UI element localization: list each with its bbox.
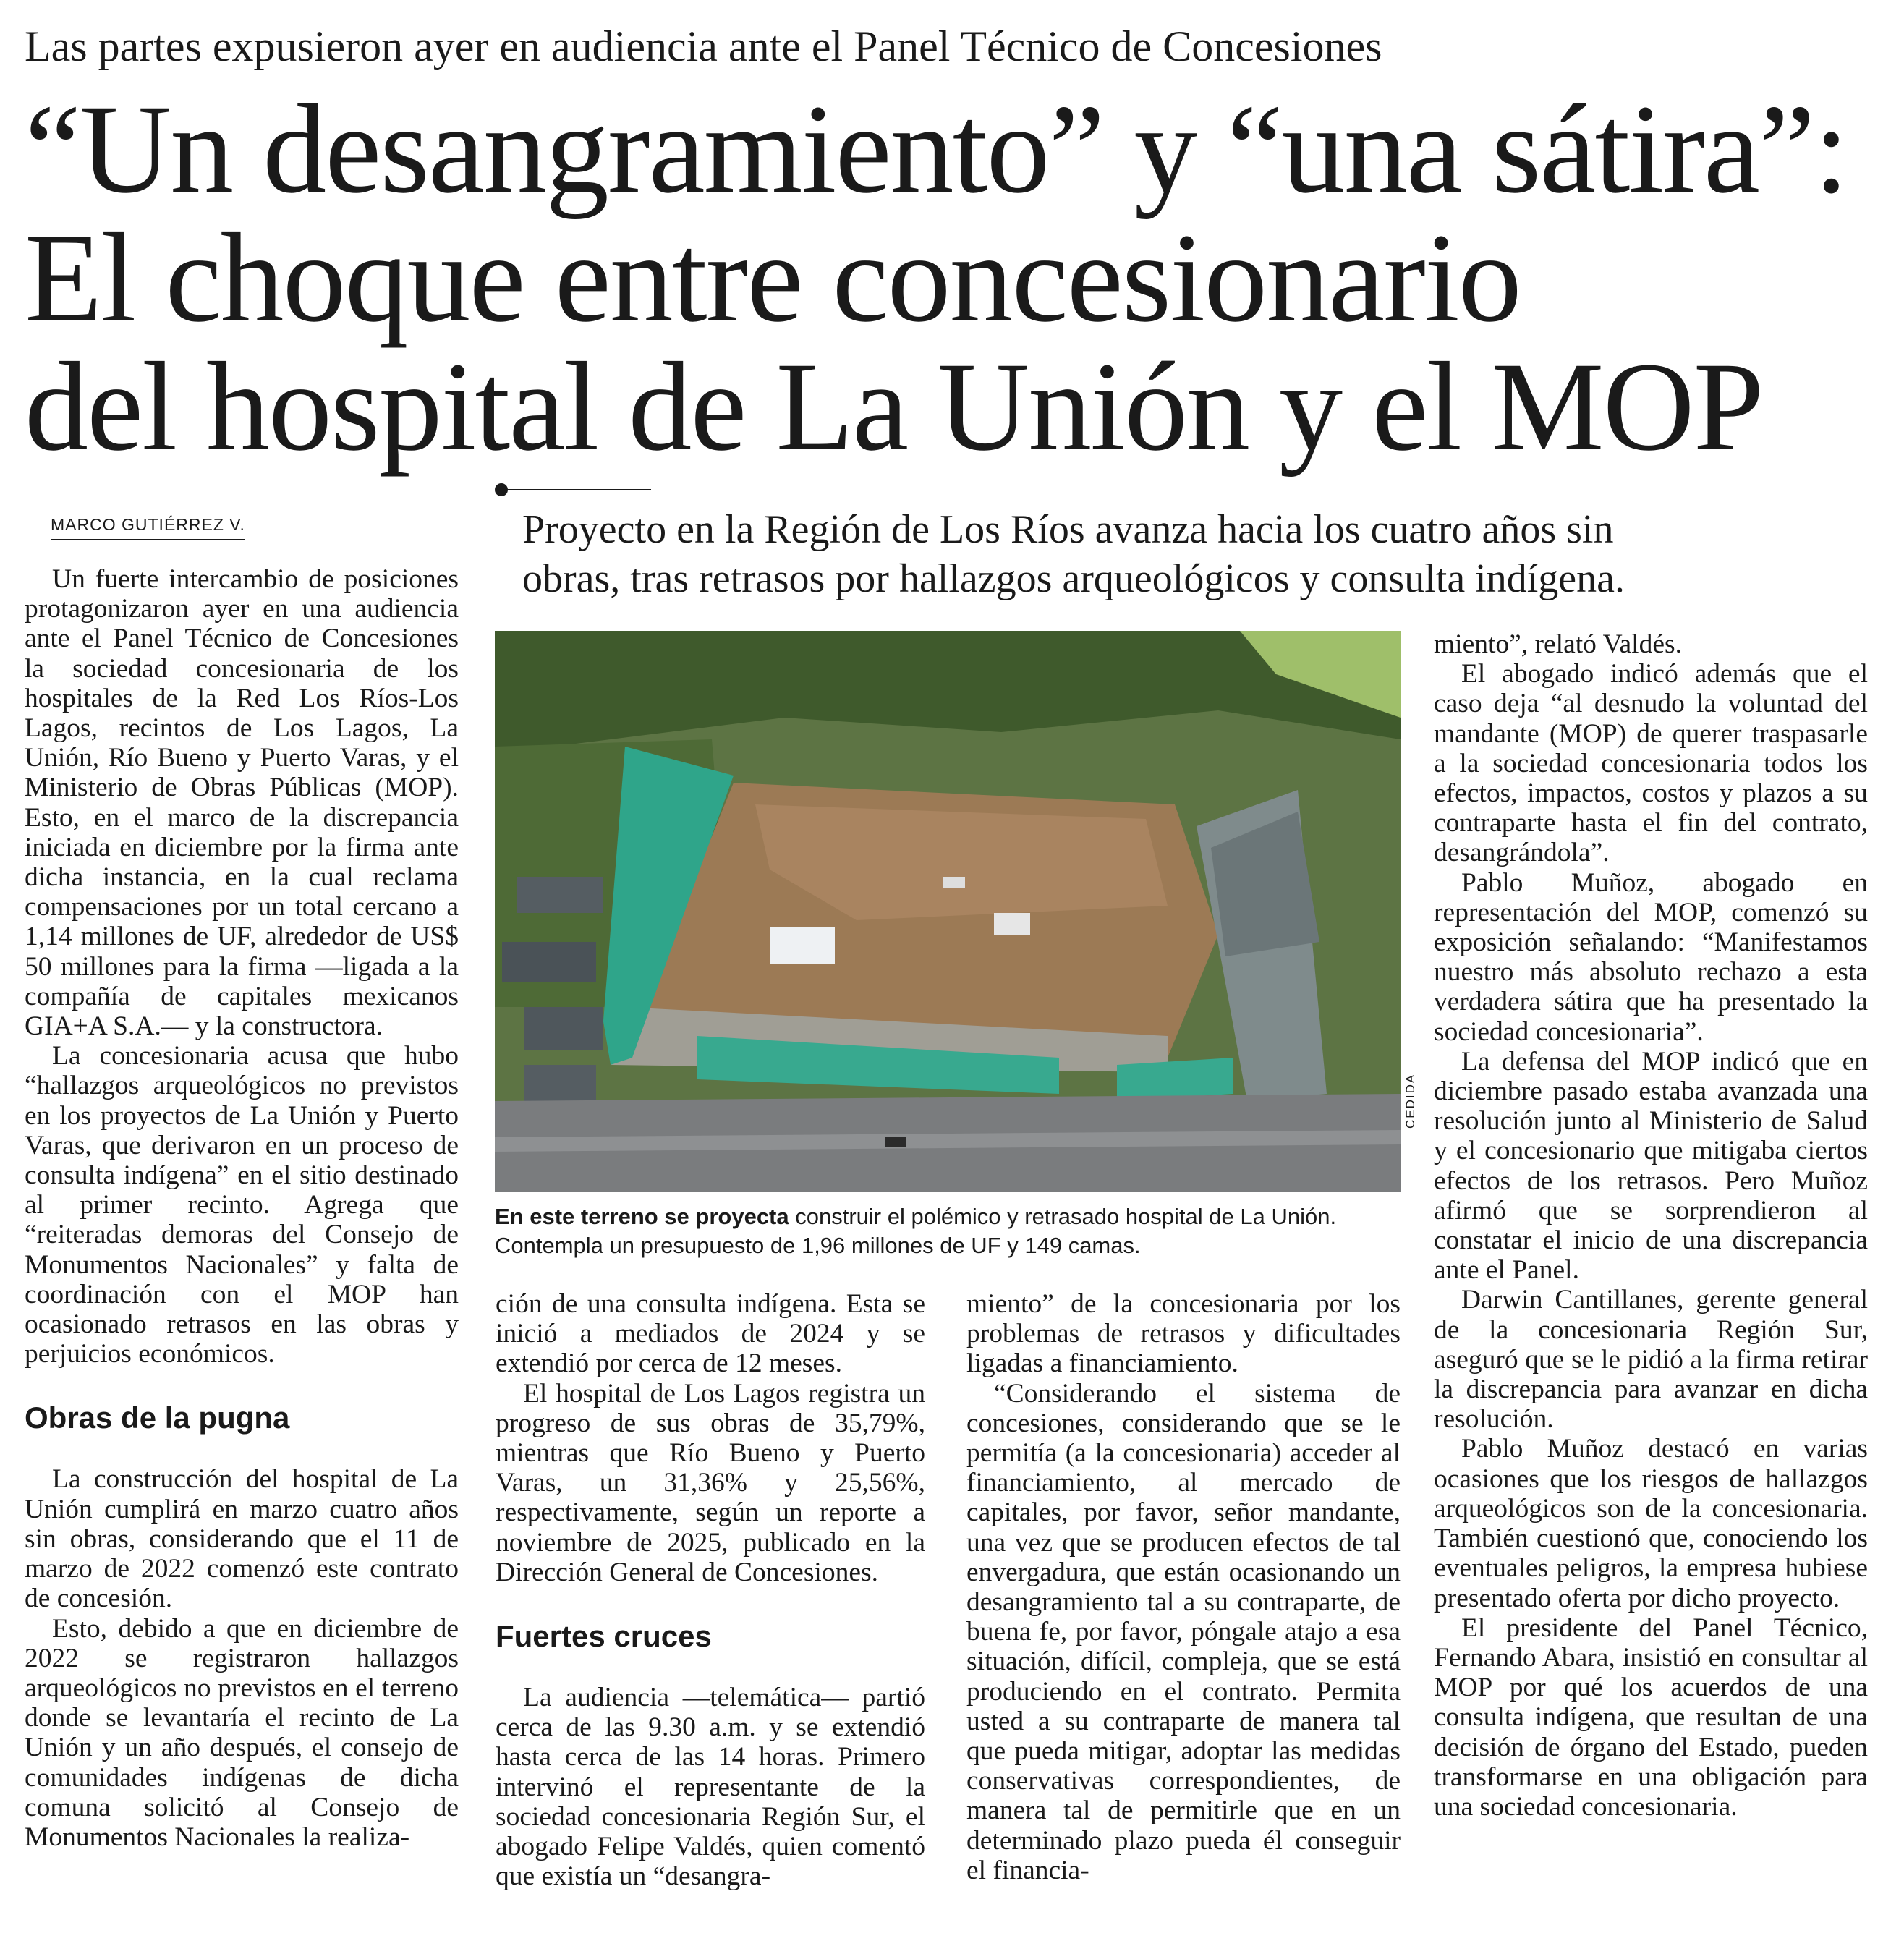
paragraph: “Considerando el sistema de concesiones, considerando que se le permitía (a la concesionaria) acceder al financiamiento, al mercado de capitales, por favor, señor mandante, una vez que se producen efectos de tal envergadura, que están ocasionando un desangramiento tal a su contraparte, de buena fe, por favor, póngale atajo a esa situación, difícil, compleja, que se está produciendo en el contrato. Permita usted a su contraparte de manera tal que pueda mitigar, adoptar las medidas conservativas correspondientes, de manera tal de permitirle que en un determinado plazo pueda él conseguir el financia- (966, 1378, 1401, 1885)
column-1 (25, 564, 459, 1852)
subheadline (522, 505, 1868, 603)
caption-text: construir el polémico y retrasado hospital de La Unión. Contempla un presupuesto de 1,96 millones de UF y 149 camas. (495, 1204, 1337, 1258)
paragraph: El hospital de Los Lagos registra un progreso de sus obras de 35,79%, mientras que Río Bueno y Puerto Varas, un 31,36% y 25,56%, respectivamente, según un reporte a noviembre de 2025, publicado en la Dirección General de Concesiones. (496, 1378, 925, 1587)
paragraph: Pablo Muñoz destacó en varias ocasiones que los riesgos de hallazgos arqueológicos son de la concesionaria. También cuestionó que, conociendo los eventuales peligros, la empresa hubiese presentado oferta por dicho proyecto. (1434, 1434, 1868, 1613)
aerial-photo (495, 631, 1401, 1192)
kicker: Las partes expusieron ayer en audiencia ante el Panel Técnico de Concesiones (25, 22, 1382, 70)
section-heading-fuertes-cruces: Fuertes cruces (496, 1619, 712, 1654)
photo-credit: CEDIDA (1403, 1073, 1417, 1129)
headline-line-2: El choque entre concesionario (25, 208, 1521, 349)
headline (25, 79, 1891, 477)
photo-caption (495, 1202, 1406, 1260)
paragraph: Darwin Cantillanes, gerente general de la concesionaria Región Sur, aseguró que se le pidió a la firma retirar la discrepancia para avanzar en dicha resolución. (1434, 1285, 1868, 1435)
paragraph: Un fuerte intercambio de posiciones protagonizaron ayer en una audiencia ante el Panel Técnico de Concesiones la sociedad concesionaria de los hospitales de la Red Los Ríos-Los Lagos, recintos de Los Lagos, La Unión, Río Bueno y Puerto Varas, y el Ministerio de Obras Públicas (MOP). Esto, en el marco de la discrepancia iniciada en diciembre por la firma ante dicha instancia, en la cual reclama compensaciones por un total cercano a 1,14 millones de UF, alrededor de US$ 50 millones para la firma —ligada a la compañía de capitales mexicanos GIA+A S.A.— y la constructora. (25, 564, 459, 1042)
paragraph: miento”, relató Valdés. (1434, 629, 1682, 659)
divider-line (506, 489, 651, 490)
paragraph: El presidente del Panel Técnico, Fernando Abara, insistió en consultar al MOP por qué los acuerdos de una consulta indígena, que resultan de una decisión de órgano del Estado, pueden transformarse en una obligación para una sociedad concesionaria. (1434, 1613, 1868, 1822)
subheadline-line-2: obras, tras retrasos por hallazgos arqueológicos y consulta indígena. (522, 556, 1625, 601)
paragraph: ción de una consulta indígena. Esta se inició a mediados de 2024 y se extendió por cerca de 12 meses. (496, 1289, 925, 1379)
paragraph: miento” de la concesionaria por los problemas de retrasos y dificultades ligadas a financiamiento. (966, 1289, 1401, 1379)
caption-lead: En este terreno se proyecta (495, 1204, 789, 1229)
paragraph: La construcción del hospital de La Unión cumplirá en marzo cuatro años sin obras, considerando que el 11 de marzo de 2022 comenzó este contrato de concesión. (25, 1464, 459, 1614)
paragraph: La defensa del MOP indicó que en diciembre pasado estaba avanzada una resolución junto al Ministerio de Salud y el concesionario que mitigaba ciertos efectos de los retrasos. Pero Muñoz afirmó que se sorprendieron al constatar el inicio de una discrepancia ante el Panel. (1434, 1046, 1868, 1286)
column-4 (1434, 629, 1868, 1822)
paragraph: La concesionaria acusa que hubo “hallazgos arqueológicos no previstos en los proyectos de La Unión y Puerto Varas, que derivaron en un proceso de consulta indígena” en el sitio destinado al primer recinto. Agrega que “reiteradas demoras del Consejo de Monumentos Nacionales” y falta de coordinación con el MOP han ocasionado retrasos en las obras y perjuicios económicos. (25, 1041, 459, 1369)
paragraph: La audiencia —telemática— partió cerca de las 9.30 a.m. y se extendió hasta cerca de las 14 horas. Primero intervinó el representante de la sociedad concesionaria Región Sur, el abogado Felipe Valdés, quien comentó que existía un “desangra- (496, 1683, 925, 1892)
byline: MARCO GUTIÉRREZ V. (51, 515, 245, 540)
headline-line-1: “Un desangramiento” y “una sátira”: (25, 79, 1848, 220)
section-heading-obras: Obras de la pugna (25, 1401, 290, 1435)
headline-line-3: del hospital de La Unión y el MOP (25, 336, 1763, 477)
paragraph: El abogado indicó además que el caso deja “al desnudo la voluntad del mandante (MOP) de querer traspasarle a la sociedad concesionaria todos los efectos, impactos, costos y plazos a su contraparte hasta el fin del contrato, desangrándola”. (1434, 659, 1868, 868)
column-3 (966, 1289, 1401, 1885)
aerial-photo-illustration (495, 631, 1401, 1192)
paragraph: Pablo Muñoz, abogado en representación del MOP, comenzó su exposición señalando: “Manifestamos nuestro más absoluto rechazo a esta verdadera sátira que ha presentado la sociedad concesionaria”. (1434, 867, 1868, 1047)
paragraph: Esto, debido a que en diciembre de 2022 se registraron hallazgos arqueológicos no previstos en el terreno donde se levantaría el recinto de La Unión y un año después, el consejo de comunidades indígenas de dicha comuna solicitó al Consejo de Monumentos Nacionales la realiza- (25, 1613, 459, 1852)
subheadline-line-1: Proyecto en la Región de Los Ríos avanza hacia los cuatro años sin (522, 507, 1614, 552)
column-2 (496, 1289, 925, 1891)
